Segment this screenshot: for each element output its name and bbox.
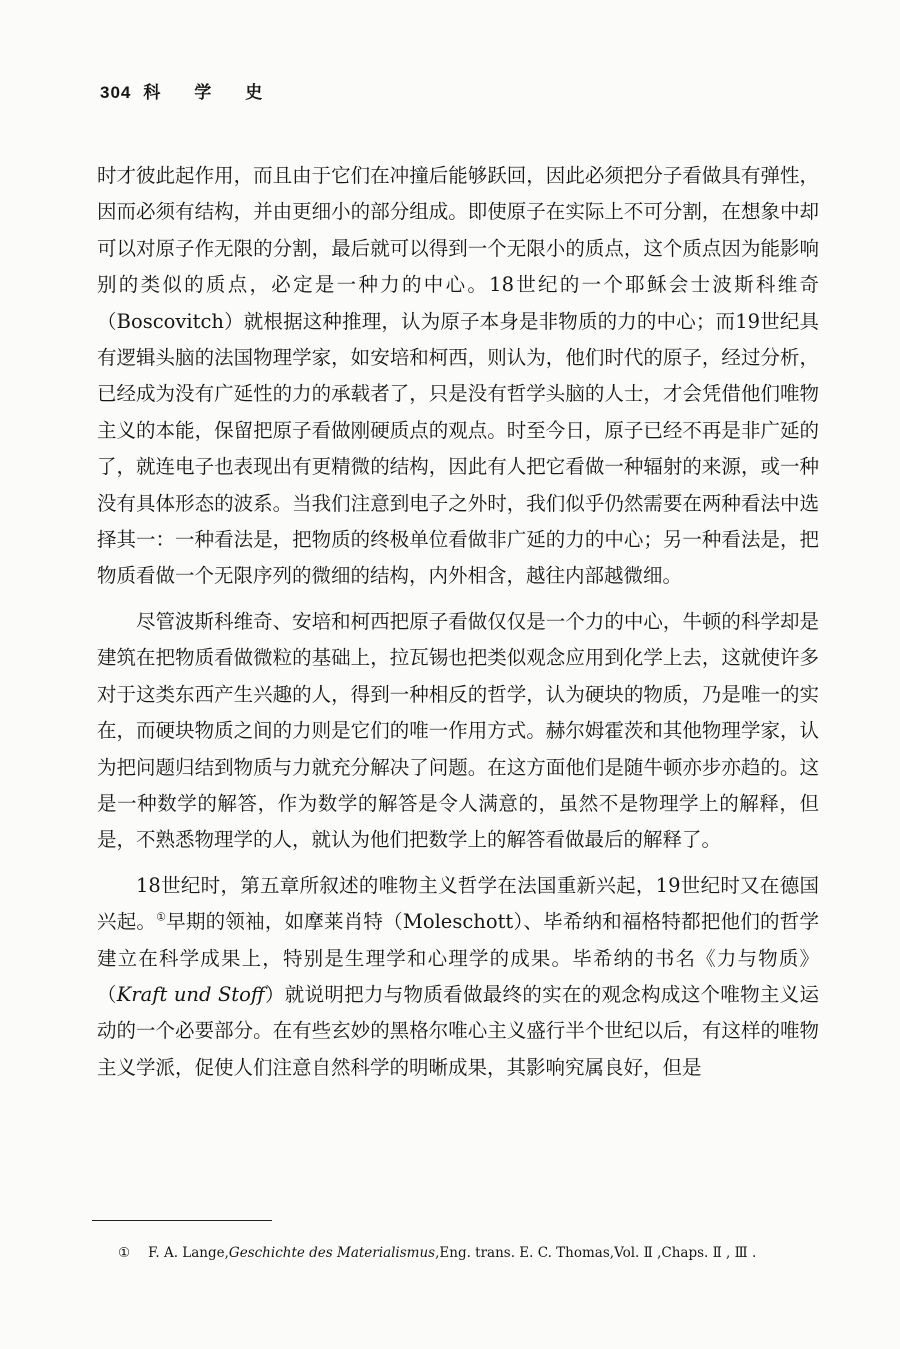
footnote-title: Geschichte des Materialismus — [228, 1245, 436, 1261]
footnote-divider — [92, 1220, 272, 1221]
book-title-italic: Kraft und Stoff — [116, 982, 265, 1006]
paragraph-3-part-c: ）就说明把力与物质看做最终的实在的观念构成这个唯物主义运动的一个必要部分。在有些玄妙的黑格尔唯心主义盛行半个世纪以后，有这样的唯物主义学派，促使人们注意自然科学的明晰成果，其影响究属良好，但是 — [97, 982, 819, 1079]
paragraph-3-part-b: 早期的领袖，如摩莱肖特（Moleschott）、毕希纳和福格特都把他们的哲学建立在科学成果上，特别是生理学和心理学的成果。毕希纳的书名《力与物质》（ — [97, 910, 819, 1006]
paragraph-3 — [97, 868, 819, 1086]
footnote-mark: ① — [118, 1245, 131, 1261]
book-title: 科 学 史 — [143, 83, 277, 103]
footnote — [118, 1243, 818, 1263]
running-head — [100, 78, 276, 103]
page-number: 304 — [100, 83, 132, 102]
footnote-details: ,Eng. trans. E. C. Thomas,Vol. Ⅱ ,Chaps. Ⅱ , Ⅲ . — [435, 1245, 757, 1261]
paragraph-3-part-a: 18世纪时，第五章所叙述的唯物主义哲学在法国重新兴起，19世纪时又在德国兴起。 — [97, 873, 819, 934]
footnote-author: F. A. Lange, — [148, 1245, 229, 1261]
paragraph-1: 时才彼此起作用，而且由于它们在冲撞后能够跃回，因此必须把分子看做具有弹性，因而必须有结构，并由更细小的部分组成。即使原子在实际上不可分割，在想象中却可以对原子作无限的分割，最后就可以得到一个无限小的质点，这个质点因为能影响别的类似的质点，必定是一种力的中心。18世纪的一个耶稣会士波斯科维奇（Boscovitch）就根据这种推理，认为原子本身是非物质的力的中心；而19世纪具有逻辑头脑的法国物理学家，如安培和柯西，则认为，他们时代的原子，经过分析，已经成为没有广延性的力的承载者了，只是没有哲学头脑的人士，才会凭借他们唯物主义的本能，保留把原子看做刚硬质点的观点。时至今日，原子已经不再是非广延的了，就连电子也表现出有更精微的结构，因此有人把它看做一种辐射的来源，或一种没有具体形态的波系。当我们注意到电子之外时，我们似乎仍然需要在两种看法中选择其一：一种看法是，把物质的终极单位看做非广延的力的中心；另一种看法是，把物质看做一个无限序列的微细的结构，内外相含，越往内部越微细。 — [97, 164, 819, 588]
footnote-reference[interactable]: ① — [156, 910, 167, 924]
body-text — [97, 158, 819, 1086]
paragraph-2: 尽管波斯科维奇、安培和柯西把原子看做仅仅是一个力的中心，牛顿的科学却是建筑在把物质看做微粒的基础上，拉瓦锡也把类似观念应用到化学上去，这就使许多对于这类东西产生兴趣的人，得到一种相反的哲学，认为硬块的物质，乃是唯一的实在，而硬块物质之间的力则是它们的唯一作用方式。赫尔姆霍茨和其他物理学家，认为把问题归结到物质与力就充分解决了问题。在这方面他们是随牛顿亦步亦趋的。这是一种数学的解答，作为数学的解答是令人满意的，虽然不是物理学上的解释，但是，不熟悉物理学的人，就认为他们把数学上的解答看做最后的解释了。 — [97, 609, 819, 852]
